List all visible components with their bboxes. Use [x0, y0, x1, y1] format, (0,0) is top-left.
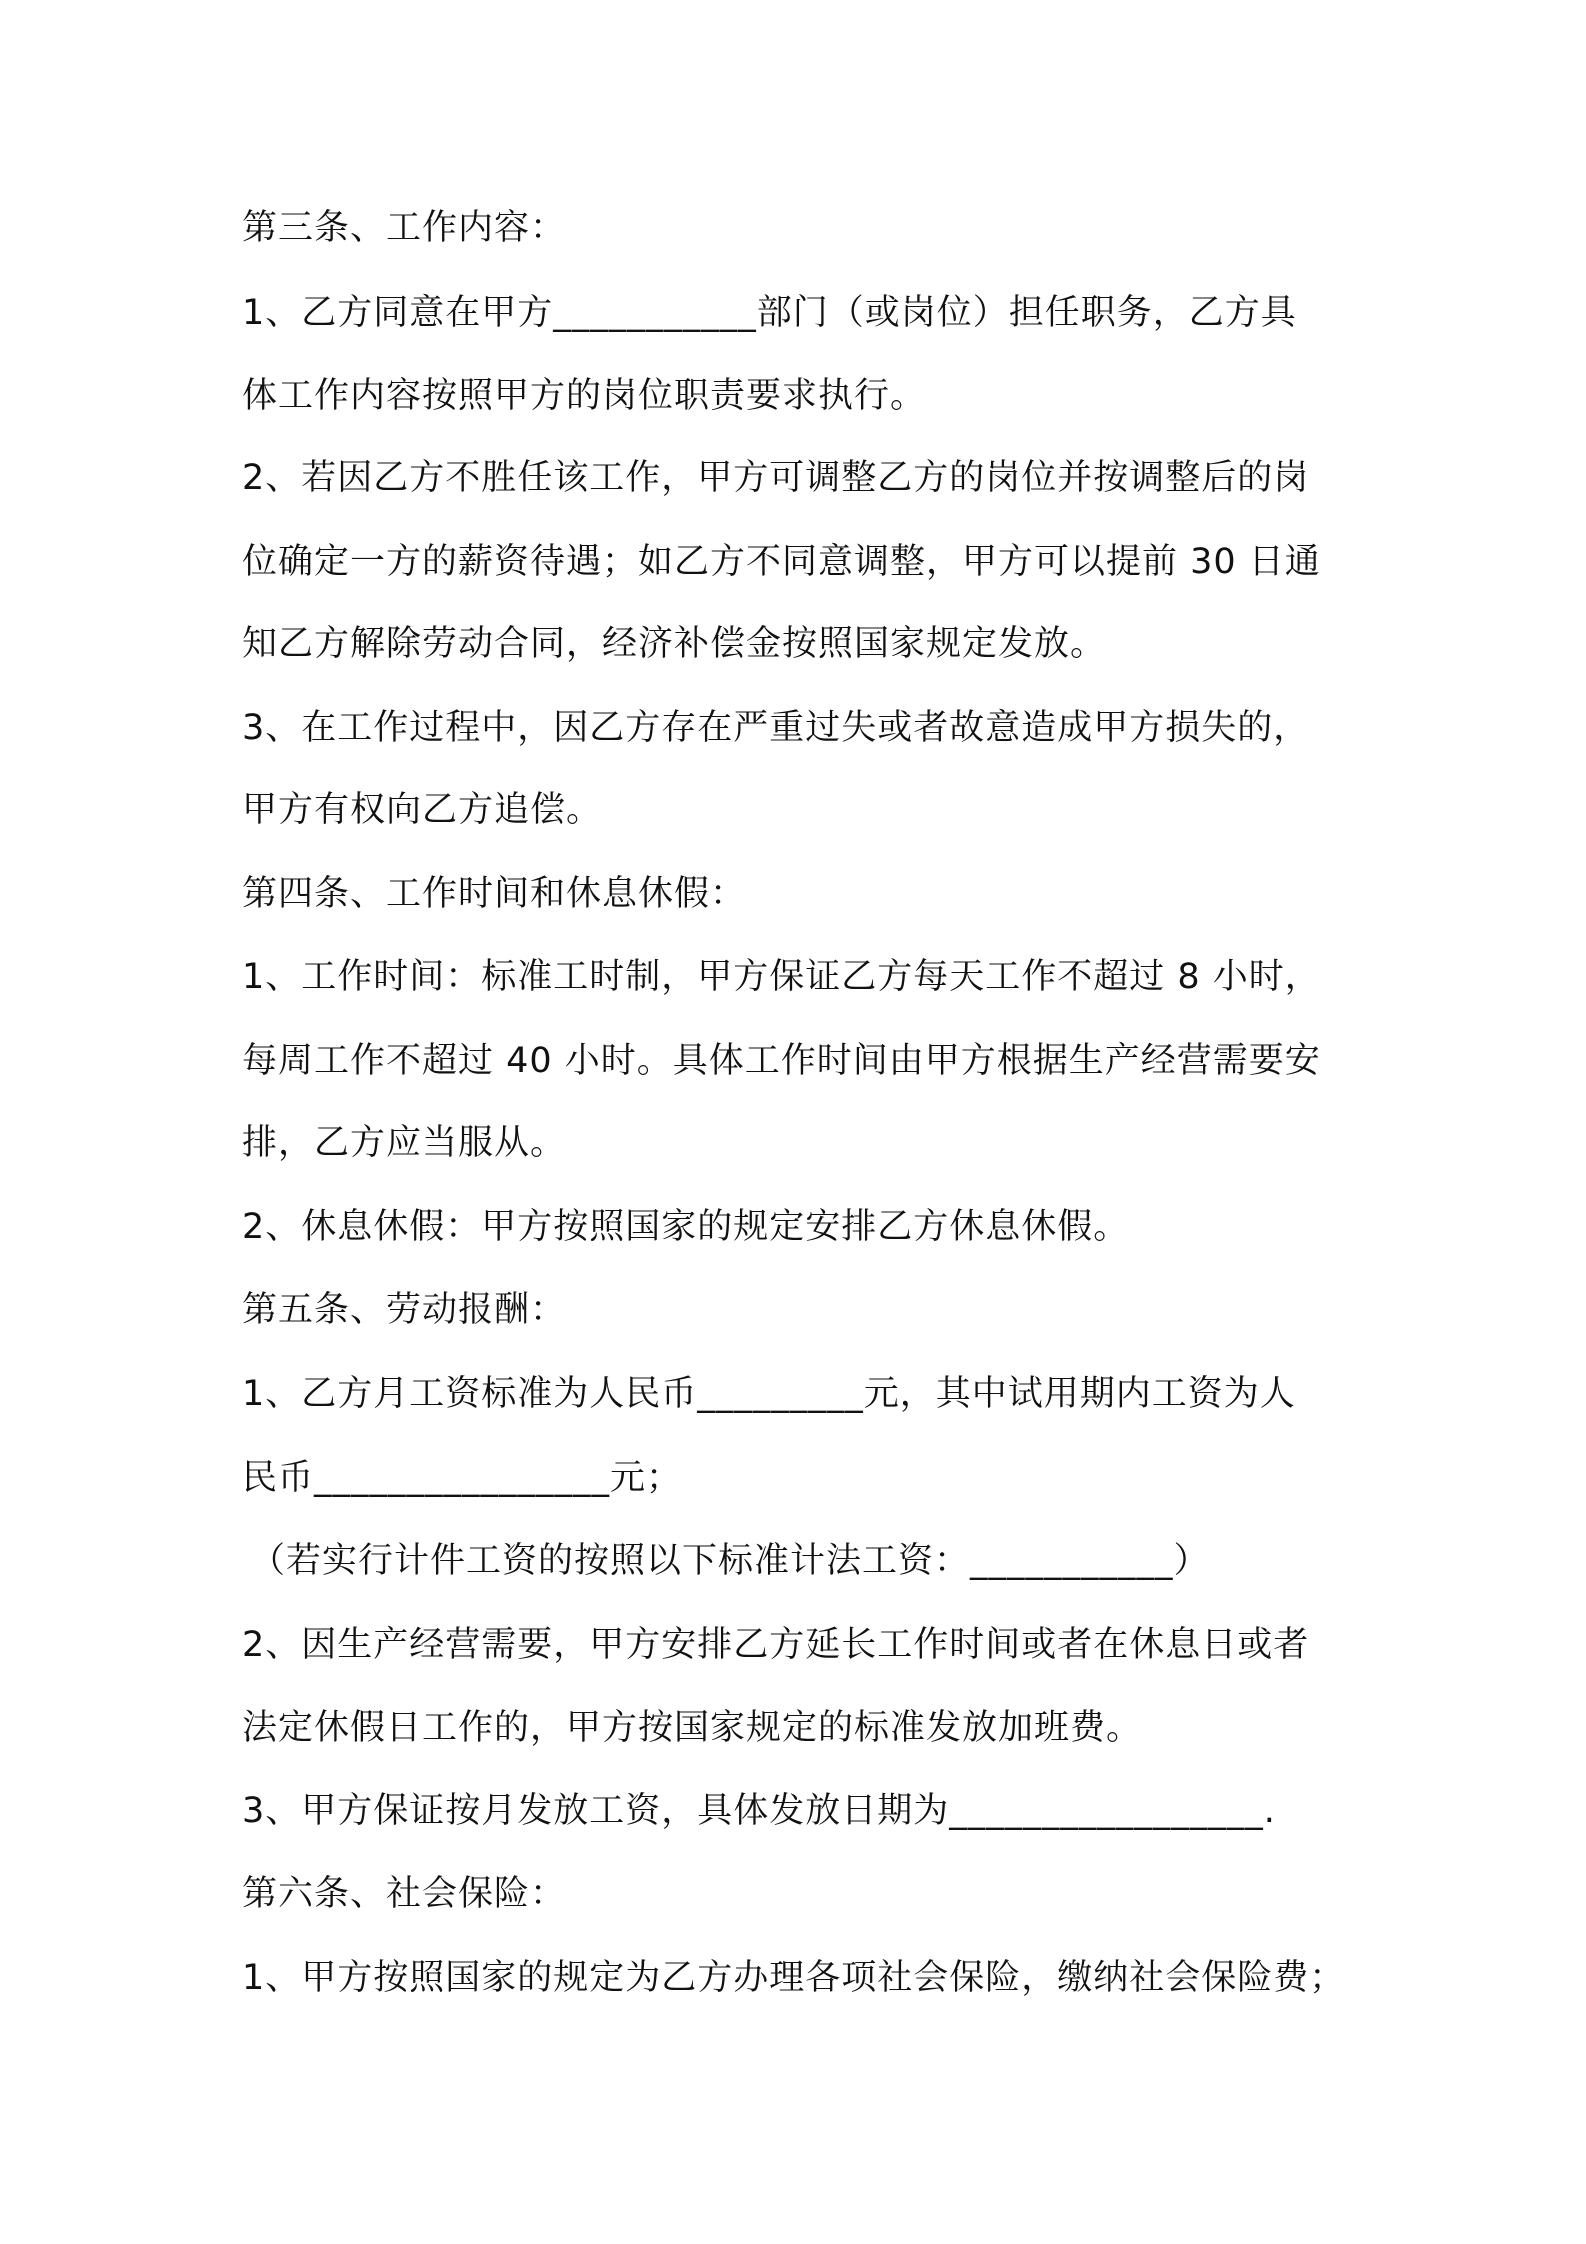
paragraph-line: 排，乙方应当服从。: [242, 1123, 567, 1163]
paragraph-line: 2、休息休假：甲方按照国家的规定安排乙方休息休假。: [242, 1207, 1130, 1247]
paragraph-line: （若实行计件工资的按照以下标准计法工资：___________）: [250, 1541, 1210, 1581]
paragraph-line: 3、在工作过程中，因乙方存在严重过失或者故意造成甲方损失的，: [242, 708, 1310, 748]
heading-article-6: 第六条、社会保险：: [242, 1874, 567, 1914]
paragraph-line: 1、乙方月工资标准为人民币_________元，其中试用期内工资为人: [242, 1374, 1296, 1414]
paragraph-line: 民币________________元；: [242, 1458, 683, 1498]
heading-article-3: 第三条、工作内容：: [242, 208, 567, 248]
paragraph-line: 1、甲方按照国家的规定为乙方办理各项社会保险，缴纳社会保险费；: [242, 1958, 1346, 1998]
paragraph-line: 1、乙方同意在甲方___________部门（或岗位）担任职务，乙方具: [242, 293, 1297, 333]
paragraph-line: 位确定一方的薪资待遇；如乙方不同意调整，甲方可以提前 30 日通: [242, 542, 1321, 582]
paragraph-line: 法定休假日工作的，甲方按国家规定的标准发放加班费。: [242, 1708, 1143, 1748]
heading-article-4: 第四条、工作时间和休息休假：: [242, 874, 747, 914]
heading-article-5: 第五条、劳动报酬：: [242, 1290, 567, 1330]
paragraph-line: 1、工作时间：标准工时制，甲方保证乙方每天工作不超过 8 小时，: [242, 957, 1321, 997]
paragraph-line: 3、甲方保证按月发放工资，具体发放日期为_________________.: [242, 1791, 1276, 1831]
paragraph-line: 知乙方解除劳动合同，经济补偿金按照国家规定发放。: [242, 624, 1107, 664]
paragraph-line: 2、因生产经营需要，甲方安排乙方延长工作时间或者在休息日或者: [242, 1625, 1310, 1665]
paragraph-line: 体工作内容按照甲方的岗位职责要求执行。: [242, 376, 927, 416]
paragraph-line: 每周工作不超过 40 小时。具体工作时间由甲方根据生产经营需要安: [242, 1041, 1321, 1081]
paragraph-line: 2、若因乙方不胜任该工作，甲方可调整乙方的岗位并按调整后的岗: [242, 458, 1310, 498]
paragraph-line: 甲方有权向乙方追偿。: [242, 790, 603, 830]
